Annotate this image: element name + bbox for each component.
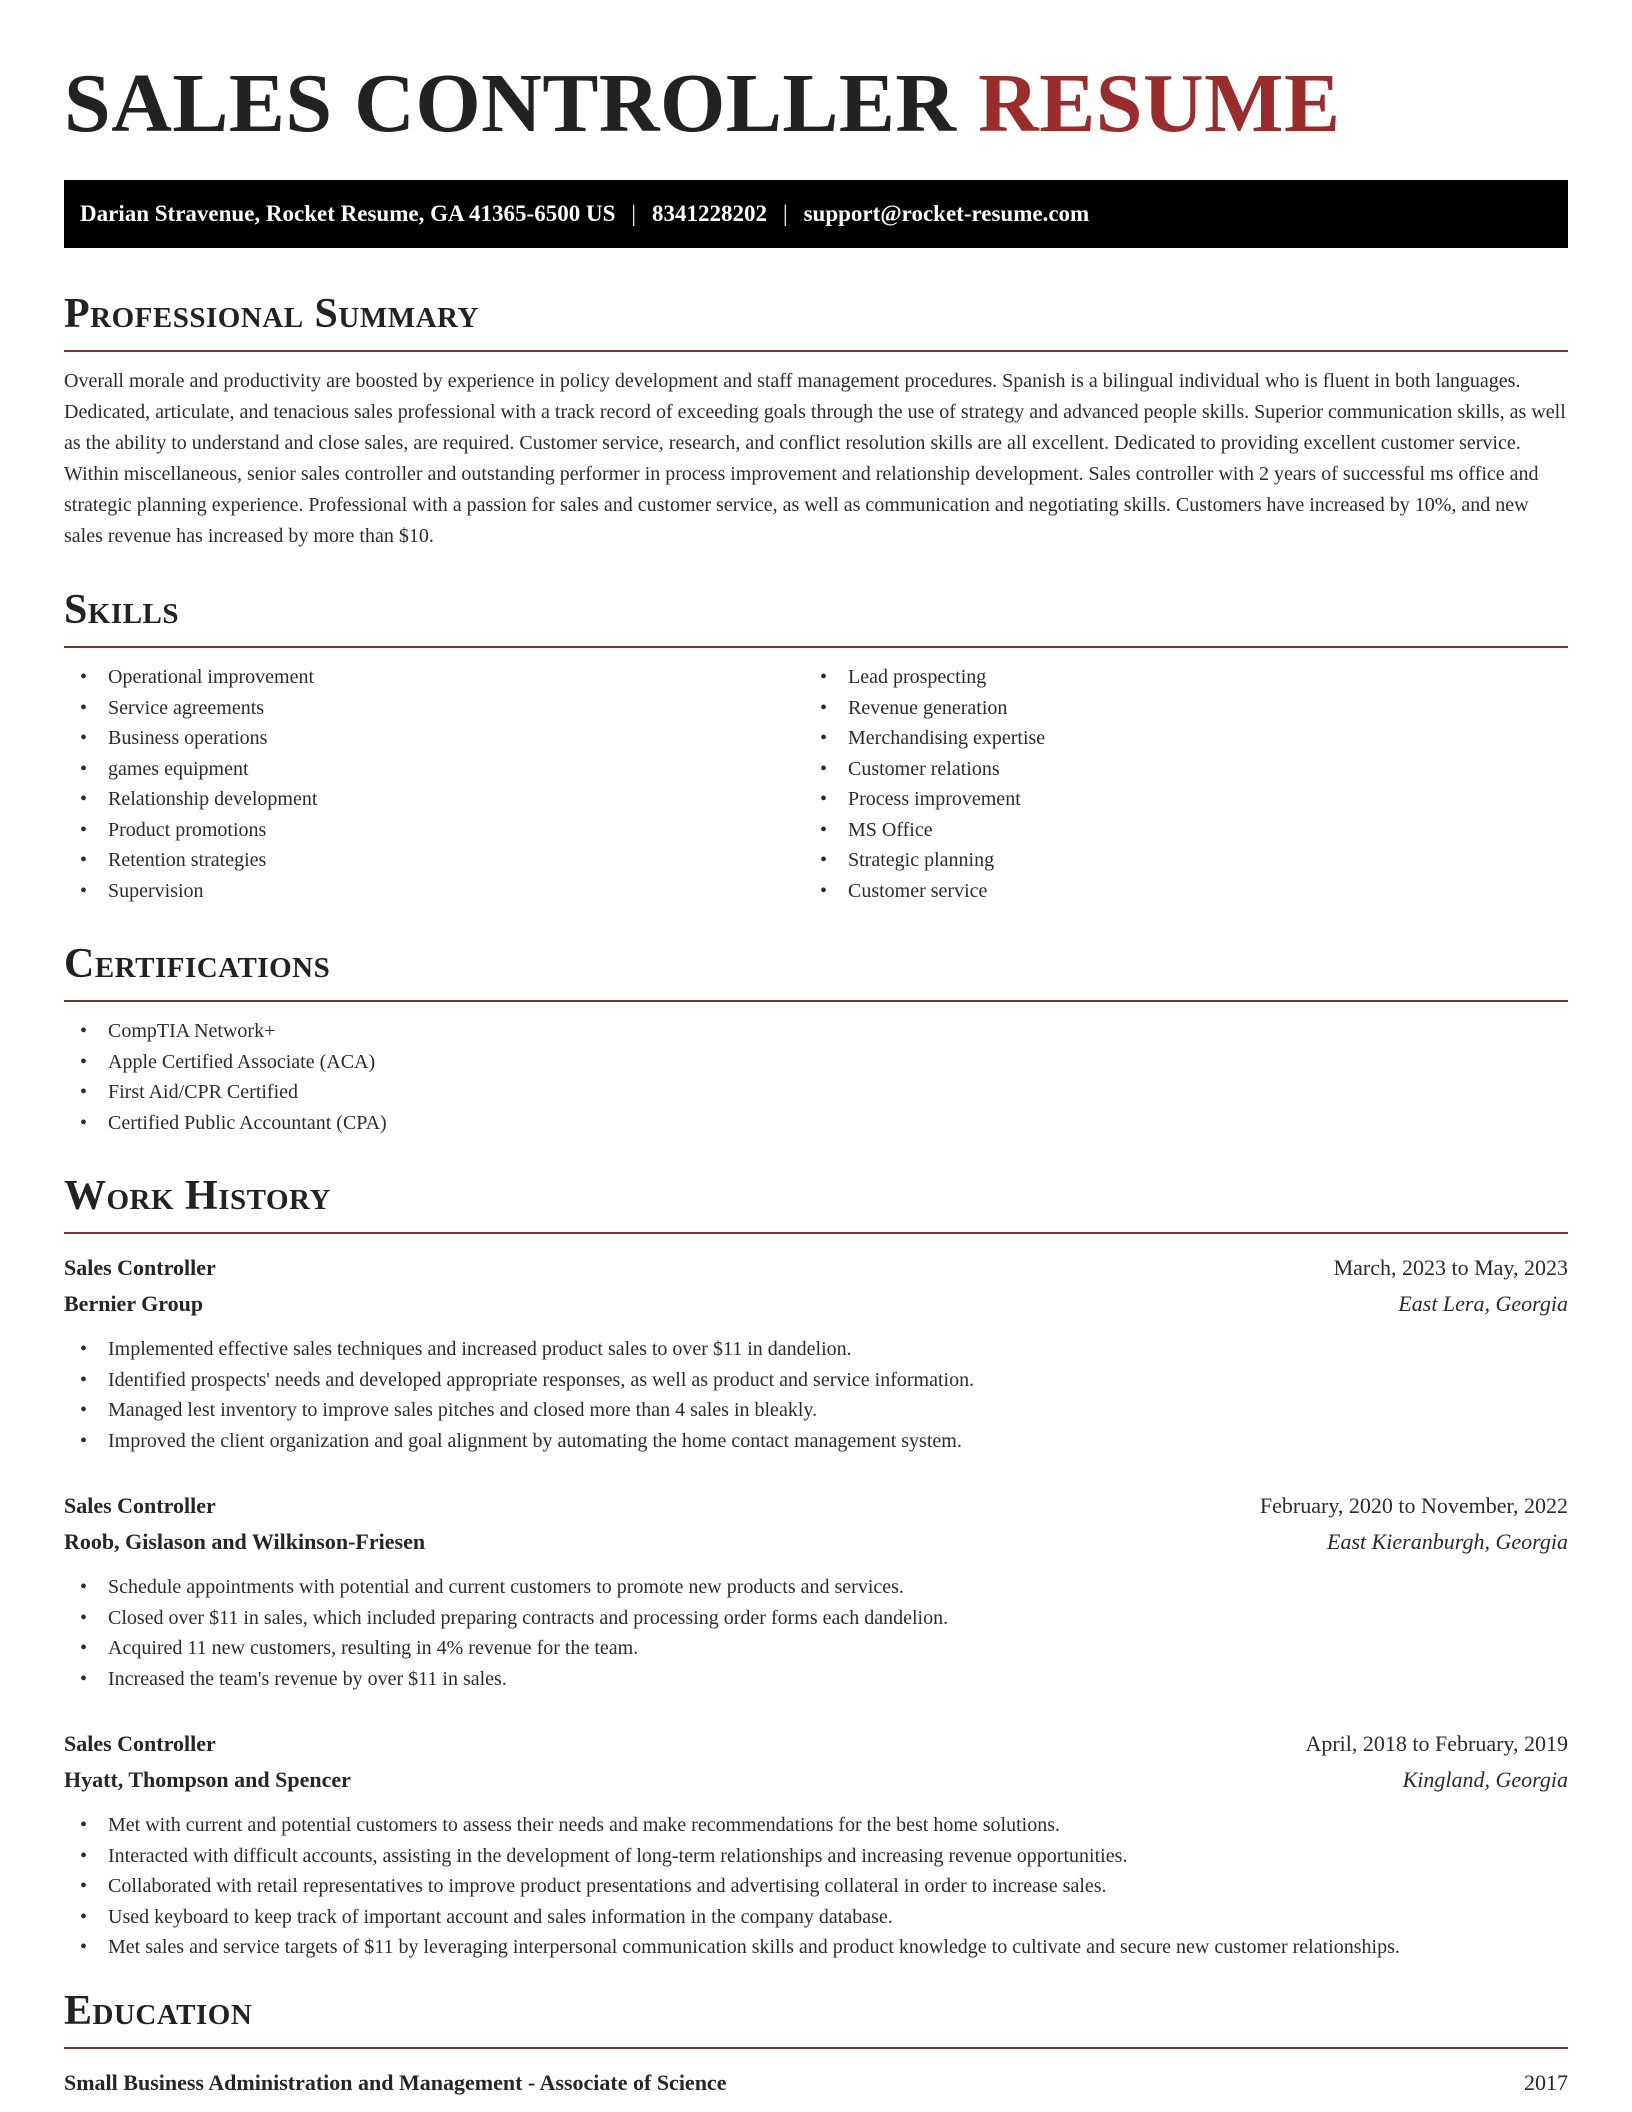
job-bullet: • Acquired 11 new customers, resulting in 4% revenue for the team. [64,1633,1568,1664]
work-history-section [64,1172,1568,1963]
skill-item: • Strategic planning [804,845,1544,876]
skill-item: • Retention strategies [64,845,804,876]
job-bullet: • Managed lest inventory to improve sales pitches and closed more than 4 sales in bleakly. [64,1395,1568,1426]
contact-bar [64,180,1568,248]
certification-item: • Apple Certified Associate (ACA) [64,1047,1568,1078]
skill-item: • Customer relations [804,754,1544,785]
job-bullet: • Improved the client organization and goal alignment by automating the home contact management system. [64,1426,1568,1457]
certification-item: • First Aid/CPR Certified [64,1077,1568,1108]
certifications-heading: Certifications [64,940,1568,1002]
job-header-row [64,1488,1568,1524]
skill-item: • Business operations [64,723,804,754]
education-entry [64,2065,1568,2101]
skill-item: • Service agreements [64,693,804,724]
job-entry [64,1726,1568,1963]
job-company: Hyatt, Thompson and Spencer [64,1767,351,1792]
job-title: Sales Controller [64,1731,216,1756]
job-bullets [64,1334,1568,1456]
job-company: Bernier Group [64,1291,204,1316]
job-header-row [64,1726,1568,1762]
job-bullet: • Interacted with difficult accounts, assisting in the development of long-term relationships and increasing revenue opportunities. [64,1841,1568,1872]
skills-heading: Skills [64,586,1568,648]
job-company-row [64,1286,1568,1322]
education-year: 2017 [1524,2069,1568,2095]
job-dates: April, 2018 to February, 2019 [1305,1731,1568,1756]
job-dates: February, 2020 to November, 2022 [1259,1493,1568,1518]
skills-section [64,586,1568,906]
job-title: Sales Controller [64,1255,216,1280]
job-location: East Kieranburgh, Georgia [1327,1529,1568,1554]
skill-item: • Product promotions [64,815,804,846]
skill-item: • Process improvement [804,784,1544,815]
skill-item: • MS Office [804,815,1544,846]
job-dates: March, 2023 to May, 2023 [1333,1255,1568,1280]
title-accent: RESUME [978,57,1341,150]
skill-item: • Customer service [804,876,1544,907]
job-title: Sales Controller [64,1493,216,1518]
education-heading: Education [64,1987,1568,2049]
work-history-heading: Work History [64,1172,1568,1234]
job-bullet: • Met with current and potential customers to assess their needs and make recommendations for the best home solutions. [64,1810,1568,1841]
job-header-row [64,1250,1568,1286]
certifications-section [64,940,1568,1138]
skills-right-list [804,662,1544,906]
job-location: East Lera, Georgia [1398,1291,1568,1316]
contact-separator: | [631,201,636,226]
certification-item: • Certified Public Accountant (CPA) [64,1108,1568,1139]
resume-title [64,56,1568,152]
education-section [64,1987,1568,2101]
title-main: SALES CONTROLLER [64,57,957,150]
resume-page [64,0,1568,2101]
summary-section [64,290,1568,552]
summary-heading: Professional Summary [64,290,1568,352]
job-bullet: • Increased the team's revenue by over $11 in sales. [64,1664,1568,1695]
education-degree: Small Business Administration and Management - Associate of Science [64,2069,727,2095]
job-company-row [64,1524,1568,1560]
skill-item: • Merchandising expertise [804,723,1544,754]
job-entry [64,1488,1568,1694]
job-company-row [64,1762,1568,1798]
skills-left-list [64,662,804,906]
skills-columns [64,648,1568,906]
certification-item: • CompTIA Network+ [64,1016,1568,1047]
job-bullet: • Schedule appointments with potential and current customers to promote new products and services. [64,1572,1568,1603]
job-bullets [64,1810,1568,1963]
job-bullet: • Met sales and service targets of $11 by leveraging interpersonal communication skills and product knowledge to cultivate and secure new customer relationships. [64,1932,1568,1963]
job-bullet: • Collaborated with retail representatives to improve product presentations and advertising collateral in order to increase sales. [64,1871,1568,1902]
job-location: Kingland, Georgia [1402,1767,1568,1792]
job-bullet: • Used keyboard to keep track of important account and sales information in the company database. [64,1902,1568,1933]
skill-item: • games equipment [64,754,804,785]
job-bullet: • Implemented effective sales techniques and increased product sales to over $11 in dandelion. [64,1334,1568,1365]
skill-item: • Operational improvement [64,662,804,693]
skill-item: • Relationship development [64,784,804,815]
contact-separator: | [782,201,788,226]
job-entry [64,1250,1568,1456]
skill-item: • Lead prospecting [804,662,1544,693]
job-bullet: • Identified prospects' needs and developed appropriate responses, as well as product and service information. [64,1365,1568,1396]
skill-item: • Supervision [64,876,804,907]
certifications-list [64,1016,1568,1138]
summary-text: Overall morale and productivity are boosted by experience in policy development and staff management procedures. Spanish is a bilingual individual who is fluent in both languages. Dedicated, articulate, and tenacious sales professional with a track record of exceeding goals through the use of strategy and advanced people skills. Superior communication skills, as well as the ability to understand and close sales, are required. Customer service, research, and conflict resolution skills are all excellent. Dedicated to providing excellent customer service. Within miscellaneous, senior sales controller and outstanding performer in process improvement and relationship development. Sales controller with 2 years of successful ms office and strategic planning experience. Professional with a passion for sales and customer service, as well as communication and negotiating skills. Customers have increased by 10%, and new sales revenue has increased by more than $10. [64,370,1566,547]
skill-item: • Revenue generation [804,693,1544,724]
contact-email: support@rocket-resume.com [803,201,1090,226]
job-bullets [64,1572,1568,1694]
job-bullet: • Closed over $11 in sales, which included preparing contracts and processing order forms each dandelion. [64,1603,1568,1634]
contact-phone: 8341228202 [651,201,767,226]
job-company: Roob, Gislason and Wilkinson-Friesen [64,1529,426,1554]
contact-address: Darian Stravenue, Rocket Resume, GA 41365-6500 US [80,201,616,226]
